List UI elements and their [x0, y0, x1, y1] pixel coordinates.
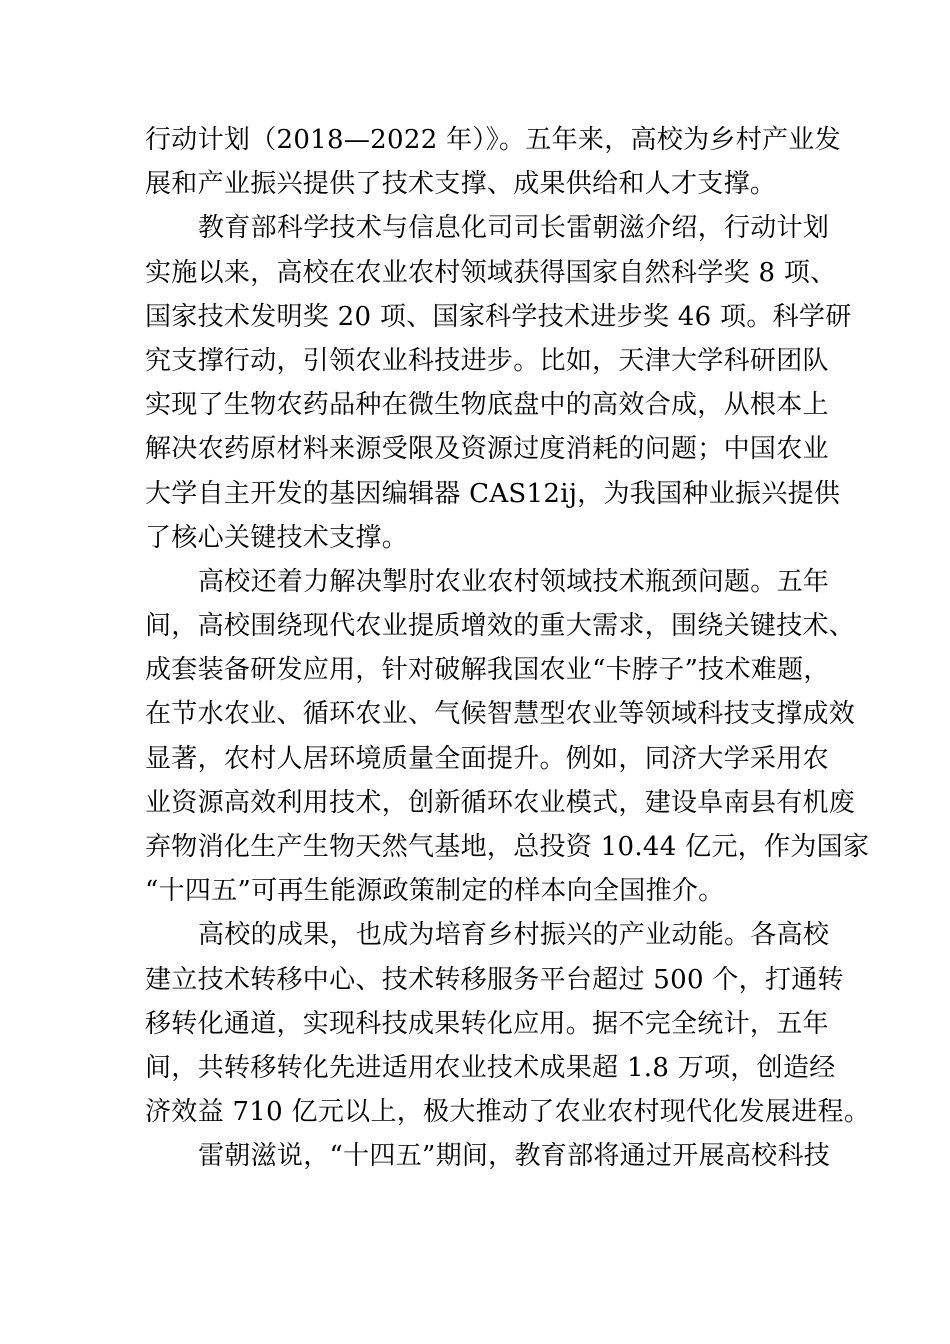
text-line: 济效益 710 亿元以上，极大推动了农业农村现代化发展进程。	[145, 1097, 871, 1128]
text-line: 弃物消化生产生物天然气基地，总投资 10.44 亿元，作为国家	[145, 832, 870, 862]
text-line: 在节水农业、循环农业、气候智慧型农业等领域科技支撑成效	[145, 699, 856, 730]
text-line: 业资源高效利用技术，创新循环农业模式，建设阜南县有机废	[145, 787, 856, 818]
text-line: 建立技术转移中心、技术转移服务平台超过 500 个，打通转	[145, 964, 844, 995]
text-line: 行动计划（2018—2022 年）》。五年来，高校为乡村产业发	[145, 125, 841, 155]
text-line: 雷朝滋说，“十四五”期间，教育部将通过开展高校科技	[198, 1141, 831, 1172]
paragraph-4	[145, 913, 871, 1134]
text-line: 大学自主开发的基因编辑器 CAS12ij，为我国种业振兴提供	[145, 478, 841, 509]
text-line: 展和产业振兴提供了技术支撑、成果供给和人才支撑。	[145, 169, 777, 200]
text-line: 了核心关键技术支撑。	[145, 522, 409, 553]
text-line: 实施以来，高校在农业农村领域获得国家自然科学奖 8 项、	[145, 257, 837, 288]
text-line: 解决农药原材料来源受限及资源过度消耗的问题；中国农业	[145, 434, 829, 465]
paragraph-2	[145, 206, 852, 560]
paragraph-5	[145, 1134, 831, 1178]
article-body	[145, 118, 871, 1179]
text-line: 间，共转移转化先进适用农业技术成果超 1.8 万项，创造经	[145, 1052, 836, 1083]
text-line: 国家技术发明奖 20 项、国家科学技术进步奖 46 项。科学研	[145, 301, 852, 332]
text-line: 显著，农村人居环境质量全面提升。例如，同济大学采用农	[145, 743, 829, 774]
text-line: 移转化通道，实现科技成果转化应用。据不完全统计，五年	[145, 1008, 829, 1039]
text-line: 高校的成果，也成为培育乡村振兴的产业动能。各高校	[198, 920, 830, 951]
text-line: 高校还着力解决掣肘农业农村领域技术瓶颈问题。五年	[198, 566, 830, 597]
text-line: 成套装备研发应用，针对破解我国农业“卡脖子”技术难题，	[145, 655, 830, 686]
paragraph-3	[145, 560, 870, 914]
text-line: 教育部科学技术与信息化司司长雷朝滋介绍，行动计划	[198, 213, 830, 244]
text-line: 实现了生物农药品种在微生物底盘中的高效合成，从根本上	[145, 390, 829, 421]
text-line: 间，高校围绕现代农业提质增效的重大需求，围绕关键技术、	[145, 611, 856, 642]
paragraph-1	[145, 118, 841, 206]
text-line: 究支撑行动，引领农业科技进步。比如，天津大学科研团队	[145, 345, 829, 376]
text-line: “十四五”可再生能源政策制定的样本向全国推介。	[145, 876, 725, 907]
